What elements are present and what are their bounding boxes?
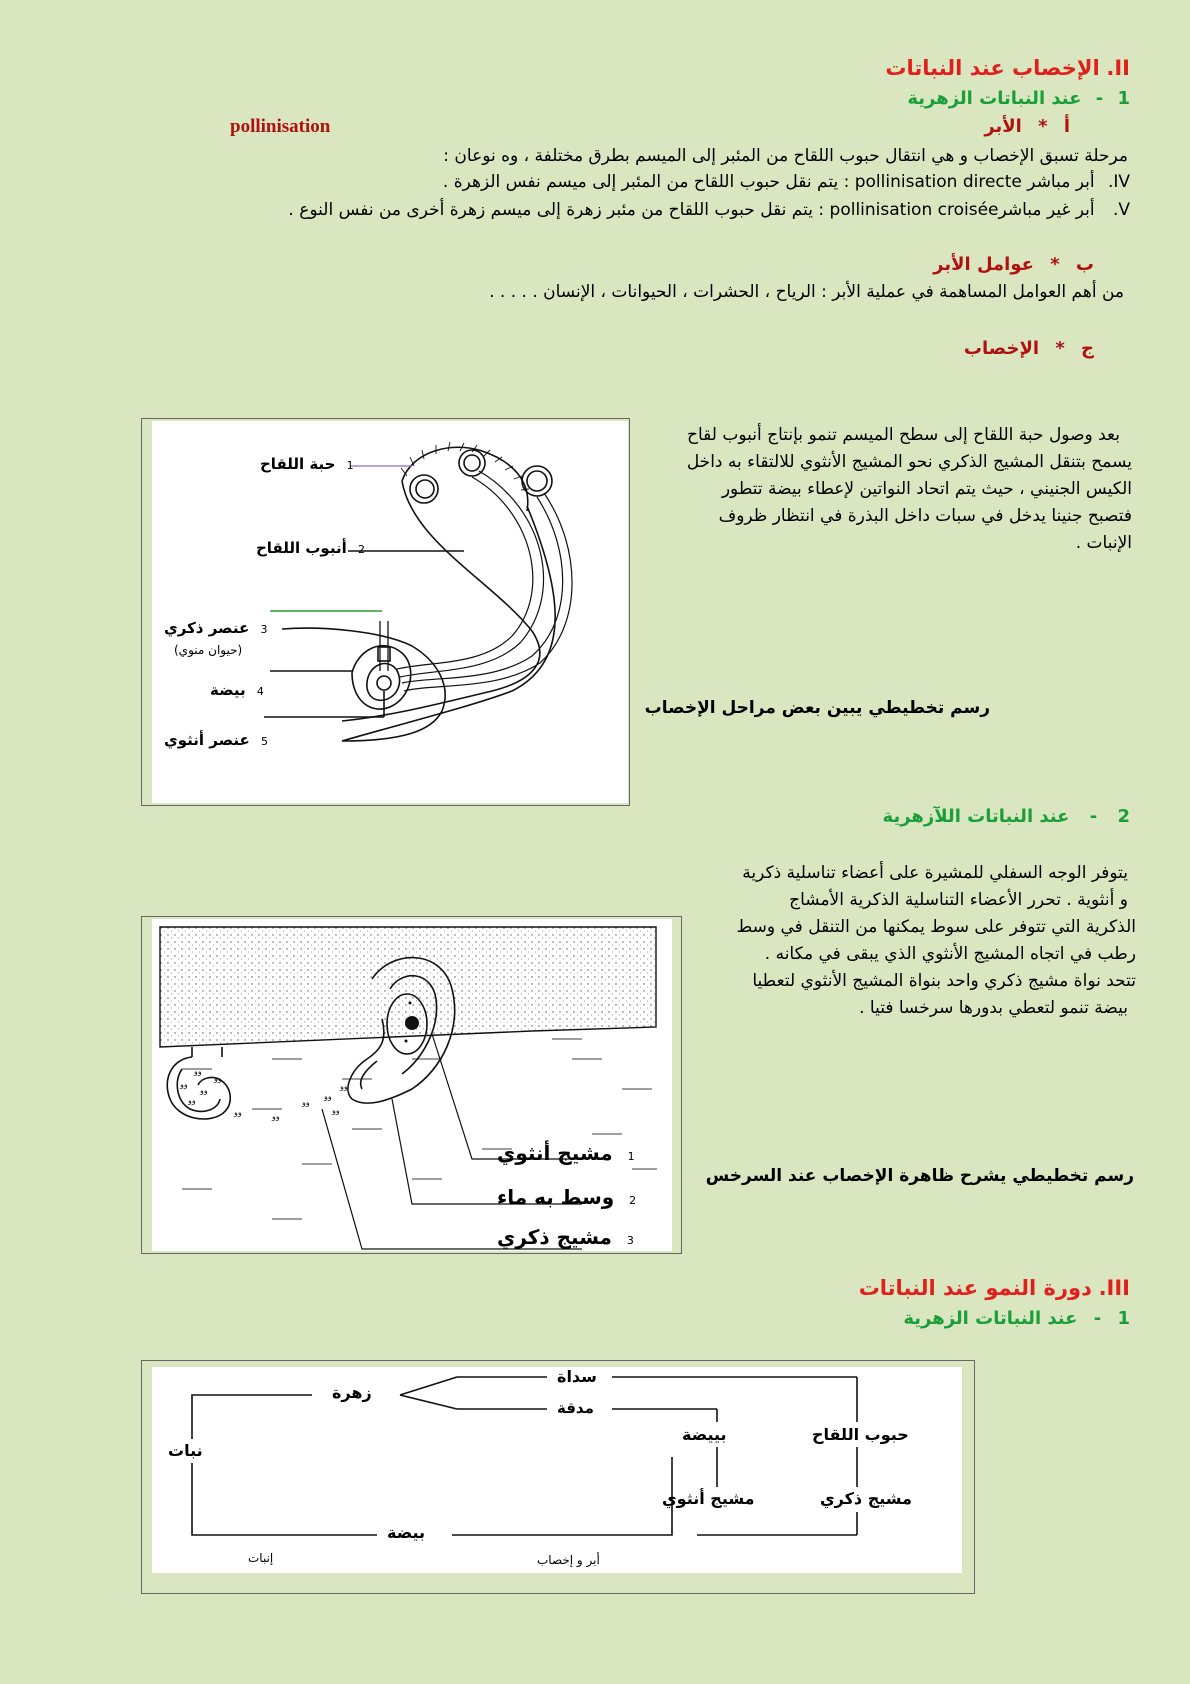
svg-text:ﻭﻭ: ﻭﻭ xyxy=(214,1074,222,1083)
label-number: 3 xyxy=(626,1234,634,1247)
svg-text:ﻭﻭ: ﻭﻭ xyxy=(200,1086,208,1095)
heading-title: الإخصاب xyxy=(963,338,1040,359)
svg-text:ﻭﻭ: ﻭﻭ xyxy=(332,1106,340,1115)
svg-text:ﻭﻭ: ﻭﻭ xyxy=(188,1096,196,1105)
subsection-number: 2 xyxy=(1117,806,1130,827)
label-female-element xyxy=(164,731,268,749)
node-stamen: سداة xyxy=(557,1367,597,1386)
term-pollinisation: pollinisation xyxy=(230,116,331,137)
pollination-factors: من أهم العوامل المساهمة في عملية الأبر : الرياح ، الحشرات ، الحيوانات ، الإنسان . . . . . xyxy=(489,282,1124,302)
subsection-title: عند النباتات الزهرية xyxy=(903,1308,1078,1329)
label-female-gamete xyxy=(497,1141,635,1165)
label-pollen-tube xyxy=(256,539,365,557)
label-number: 2 xyxy=(629,1194,637,1207)
node-pollen: حبوب اللقاح xyxy=(812,1425,909,1444)
label-text: عنصر ذكري xyxy=(164,619,250,637)
label-water-medium xyxy=(497,1185,636,1209)
figure-caption-fern: رسم تخطيطي يشرح ظاهرة الإخصاب عند السرخس xyxy=(705,1166,1134,1186)
section-title: الإخصاب عند النباتات xyxy=(885,56,1100,80)
svg-text:ﻭﻭ: ﻭﻭ xyxy=(180,1080,188,1089)
label-pollen-grain xyxy=(260,455,354,473)
svg-text:ﻭﻭ: ﻭﻭ xyxy=(234,1108,242,1117)
svg-text:ﻭﻭ: ﻭﻭ xyxy=(340,1082,348,1091)
list-item-cross xyxy=(190,198,1130,222)
label-male-gamete xyxy=(497,1225,634,1249)
text-line: فتصبح جنينا يدخل في سبات داخل البذرة في انتظار ظروف xyxy=(718,506,1132,526)
text-line: الذكرية التي تتوفر على سوط يمكنها من التنقل في وسط xyxy=(736,917,1136,937)
label-number: 1 xyxy=(346,459,354,472)
node-egg: بيضة xyxy=(387,1523,426,1542)
fern-paragraph xyxy=(696,860,1136,1022)
figure-life-cycle xyxy=(141,1360,975,1594)
heading-c xyxy=(964,338,1094,359)
text-line: و أنثوية . تحرر الأعضاء التناسلية الذكرية الأمشاج xyxy=(789,890,1128,910)
heading-star: * xyxy=(1038,116,1048,137)
label-text: مشيج ذكري xyxy=(497,1225,612,1249)
subsection-dash: - xyxy=(1093,1308,1102,1329)
label-number: 2 xyxy=(357,543,365,556)
label-text: وسط به ماء xyxy=(497,1185,615,1209)
list-number: V. xyxy=(1112,200,1130,220)
heading-letter: ج xyxy=(1081,338,1094,359)
subsection-3-1-heading xyxy=(903,1308,1130,1329)
label-number: 5 xyxy=(261,735,268,748)
list-text: أبر مباشر pollinisation directe : يتم نقل حبوب اللقاح من المئبر إلى ميسم نفس الزهرة . xyxy=(442,172,1095,192)
subsection-title: عند النباتات اللآزهرية xyxy=(882,806,1070,827)
text-line: رطب في اتجاه المشيج الأنثوي الذي يبقى في مكانه . xyxy=(764,944,1136,964)
text-line: الكيس الجنيني ، حيث يتم اتحاد النواتين لإعطاء بيضة تتطور xyxy=(721,479,1132,499)
node-female-gamete: مشيج أنثوي xyxy=(662,1489,755,1508)
text-line: يسمح بتنقل المشيج الذكري نحو المشيج الأنثوي للالتقاء به داخل xyxy=(686,452,1132,472)
subsection-number: 1 xyxy=(1117,1308,1130,1329)
node-ovule: بييضة xyxy=(682,1425,727,1444)
section-number: II. xyxy=(1106,56,1130,80)
svg-text:ﻭﻭ: ﻭﻭ xyxy=(302,1098,310,1107)
svg-text:ﻭﻭ: ﻭﻭ xyxy=(272,1112,280,1121)
node-plant: نبات xyxy=(168,1441,203,1460)
node-pistil: مدقة xyxy=(557,1399,594,1417)
pollination-intro: مرحلة تسبق الإخصاب و هي انتقال حبوب اللقاح من المئبر إلى الميسم بطرق مختلفة ، وه نوعان : xyxy=(443,146,1128,166)
text-line: الإنبات . xyxy=(1075,533,1132,553)
svg-text:ﻭﻭ: ﻭﻭ xyxy=(194,1067,202,1076)
heading-b xyxy=(933,254,1094,275)
heading-title: عوامل الأبر xyxy=(933,254,1034,275)
section-title: دورة النمو عند النباتات xyxy=(858,1276,1092,1300)
figure-fern-fertilization xyxy=(141,916,682,1254)
edge-pollination-fertilization: أبر و إخصاب xyxy=(537,1553,600,1567)
text-line: بيضة تنمو لتعطي بدورها سرخسا فتيا . xyxy=(859,998,1128,1018)
section-3-heading xyxy=(859,1276,1130,1300)
text-line: بعد وصول حبة اللقاح إلى سطح الميسم تنمو بإنتاج أنبوب لقاح xyxy=(687,425,1120,445)
figure-caption-fertilization: رسم تخطيطي يبين بعض مراحل الإخصاب xyxy=(644,698,990,718)
subsection-number: 1 xyxy=(1117,88,1130,109)
heading-a xyxy=(984,116,1070,137)
node-flower: زهرة xyxy=(332,1383,372,1402)
fertilization-paragraph xyxy=(672,422,1132,557)
section-number: III. xyxy=(1098,1276,1130,1300)
heading-letter: ب xyxy=(1075,254,1094,275)
figure-pollen-tube xyxy=(141,418,630,806)
subsection-title: عند النباتات الزهرية xyxy=(907,88,1082,109)
label-text: حبة اللقاح xyxy=(260,455,336,473)
label-text: بيضة xyxy=(210,681,246,699)
label-egg xyxy=(210,681,264,699)
label-text: أنبوب اللقاح xyxy=(256,539,347,557)
text-line: تتحد نواة مشيج ذكري واحد بنواة المشيج الأنثوي لتعطيا xyxy=(752,971,1136,991)
life-cycle-diagram xyxy=(152,1367,962,1573)
list-item-direct xyxy=(230,170,1130,194)
heading-title: الأبر xyxy=(984,116,1022,137)
list-text: أبر غير مباشرpollinisation croisée : يتم نقل حبوب اللقاح من مئبر زهرة إلى ميسم زهرة أخرى من نفس النوع . xyxy=(288,200,1095,220)
label-sperm: (حيوان منوي) xyxy=(174,643,243,657)
list-number: IV. xyxy=(1107,172,1130,192)
label-number: 4 xyxy=(256,685,264,698)
label-text: عنصر أنثوي xyxy=(164,731,250,749)
subsection-dash: - xyxy=(1095,88,1104,109)
label-number: 3 xyxy=(260,623,268,636)
heading-star: * xyxy=(1050,254,1060,275)
node-male-gamete: مشيج ذكري xyxy=(820,1489,912,1508)
heading-star: * xyxy=(1055,338,1065,359)
text-line: يتوفر الوجه السفلي للمشيرة على أعضاء تناسلية ذكرية xyxy=(742,863,1128,883)
subsection-2-heading xyxy=(883,806,1130,827)
heading-letter: أ xyxy=(1063,116,1070,137)
subsection-dash: - xyxy=(1089,806,1098,827)
label-male-element xyxy=(164,619,267,637)
section-2-heading xyxy=(885,56,1130,80)
svg-text:ﻭﻭ: ﻭﻭ xyxy=(324,1092,332,1101)
label-text: مشيج أنثوي xyxy=(497,1141,613,1165)
edge-germination: إنبات xyxy=(248,1551,274,1565)
label-number: 1 xyxy=(627,1150,635,1163)
subsection-1-heading xyxy=(907,88,1130,109)
